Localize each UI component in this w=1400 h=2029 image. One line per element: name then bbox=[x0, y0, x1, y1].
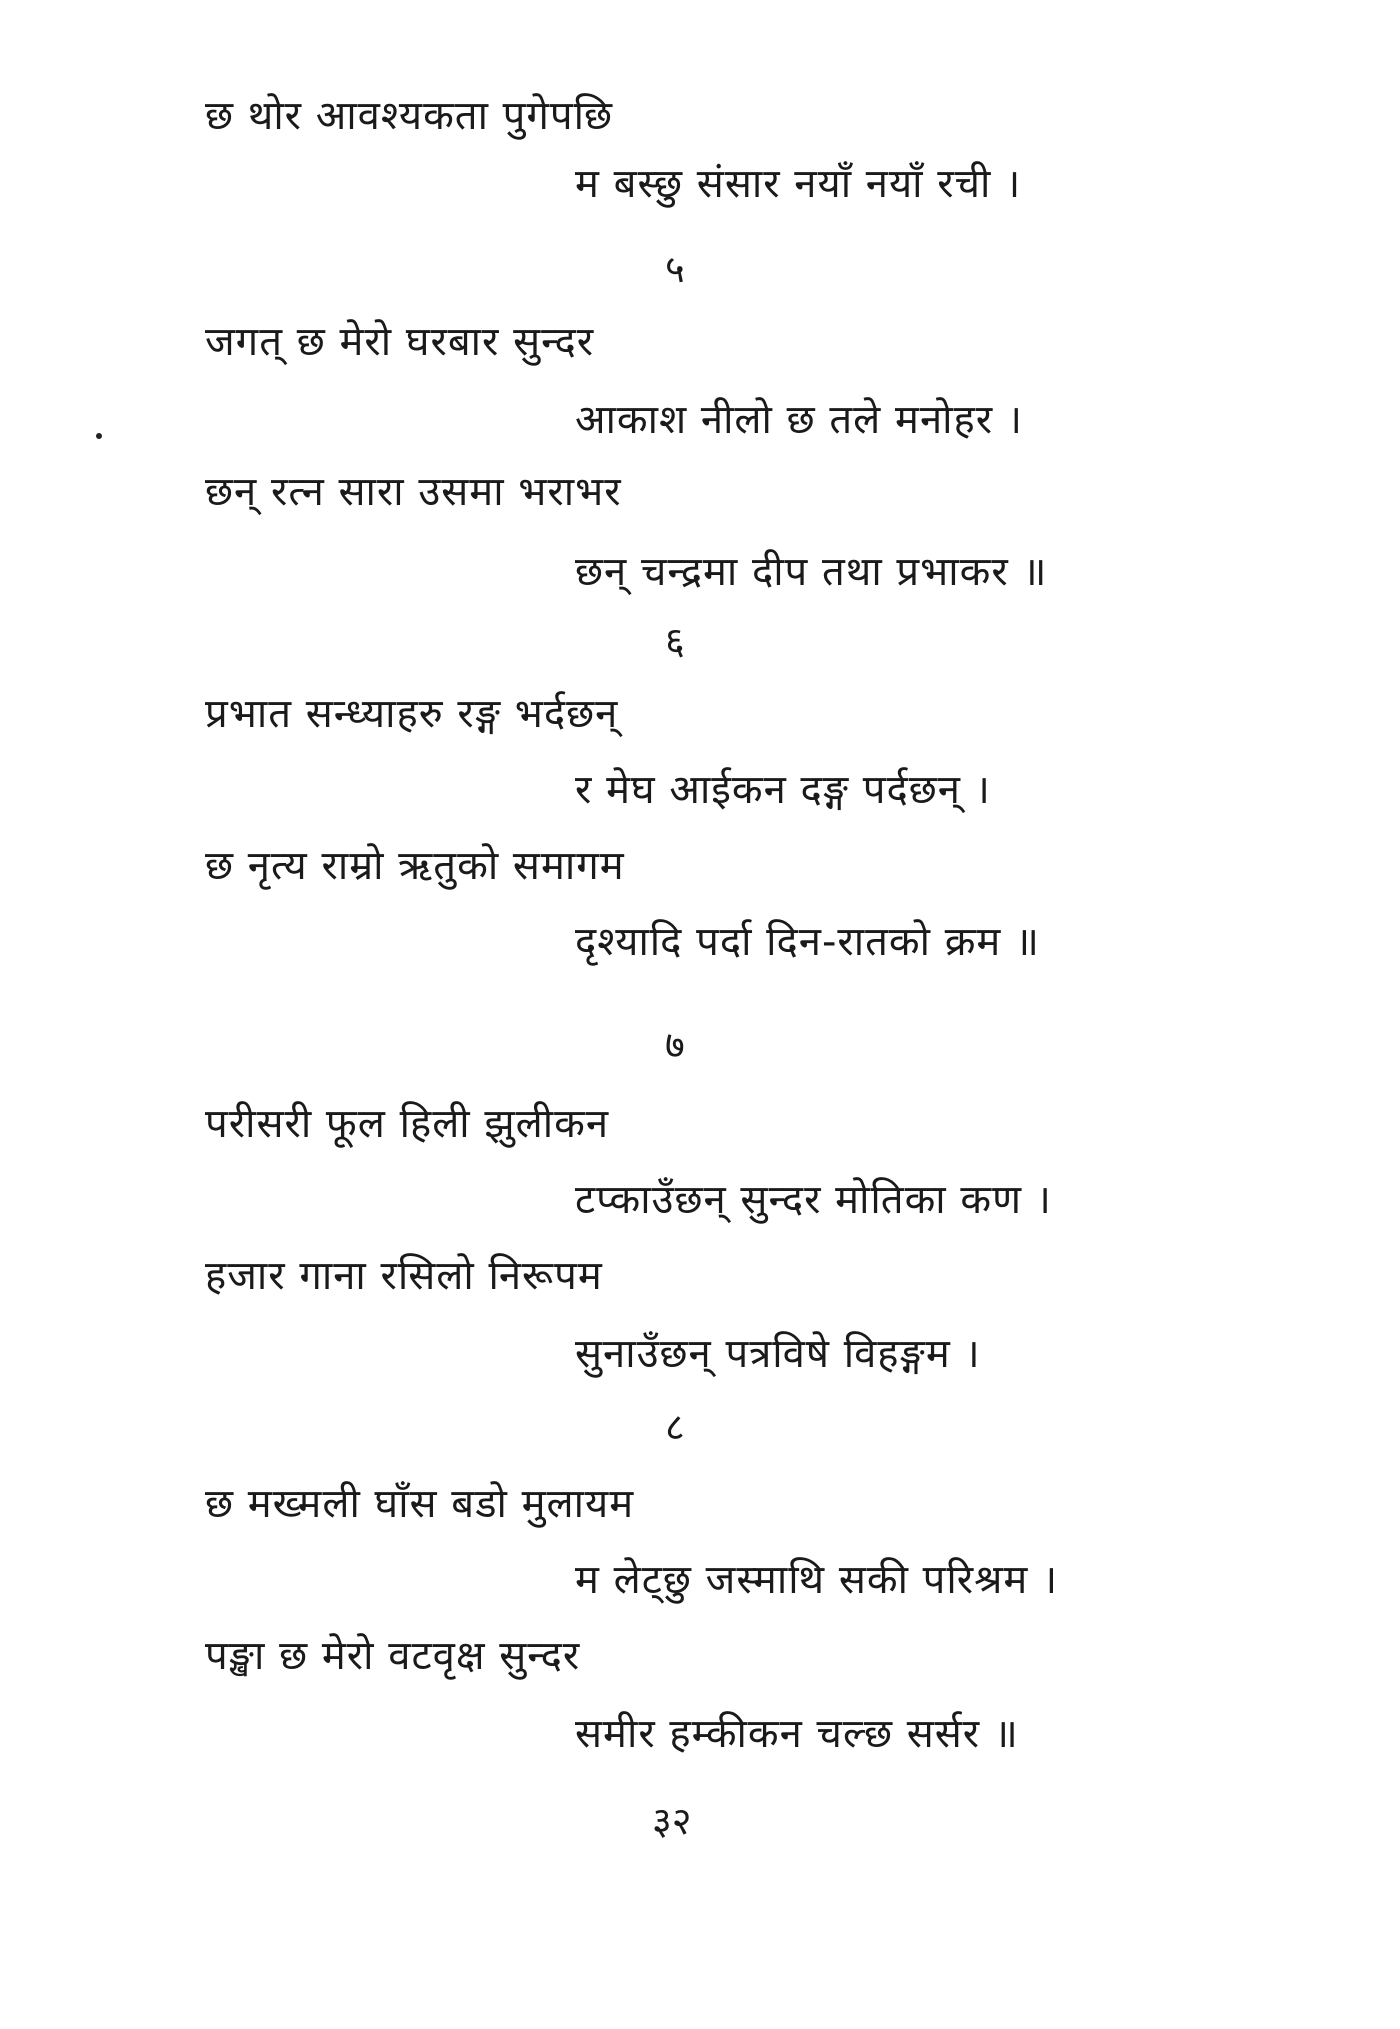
verse-line: पङ्खा छ मेरो वटवृक्ष सुन्दर bbox=[205, 1633, 581, 1679]
stanza-number: ७ bbox=[665, 1023, 685, 1067]
verse-line: छ थोर आवश्यकता पुगेपछि bbox=[205, 93, 614, 139]
verse-line: म लेट्छु जस्माथि सकी परिश्रम । bbox=[575, 1557, 1059, 1603]
verse-line: आकाश नीलो छ तले मनोहर । bbox=[575, 397, 1023, 443]
stanza-number: ८ bbox=[665, 1405, 685, 1449]
verse-line: समीर हम्कीकन चल्छ सर्सर ॥ bbox=[575, 1711, 1019, 1757]
verse-line: छ मख्मली घाँस बडो मुलायम bbox=[205, 1481, 635, 1527]
stanza-number: ५ bbox=[665, 247, 685, 291]
page-number: ३२ bbox=[652, 1799, 692, 1843]
verse-line: हजार गाना रसिलो निरूपम bbox=[205, 1253, 603, 1299]
verse-line: प्रभात सन्ध्याहरु रङ्ग भर्दछन् bbox=[205, 691, 619, 737]
verse-line: दृश्यादि पर्दा दिन-रातको क्रम ॥ bbox=[575, 919, 1041, 965]
verse-line: जगत् छ मेरो घरबार सुन्दर bbox=[205, 319, 595, 365]
verse-line: छ नृत्य राम्रो ऋतुको समागम bbox=[205, 843, 625, 889]
stanza-number: ६ bbox=[665, 619, 685, 663]
verse-line: छन् रत्न सारा उसमा भराभर bbox=[205, 469, 622, 515]
verse-line: छन् चन्द्रमा दीप तथा प्रभाकर ॥ bbox=[575, 549, 1048, 595]
verse-line: म बस्छु संसार नयाँ नयाँ रची । bbox=[575, 161, 1022, 207]
ink-speck bbox=[96, 433, 102, 439]
verse-line: टप्काउँछन् सुन्दर मोतिका कण । bbox=[575, 1177, 1052, 1223]
verse-line: परीसरी फूल हिली झुलीकन bbox=[205, 1101, 610, 1147]
verse-line: सुनाउँछन् पत्रविषे विहङ्गम । bbox=[575, 1331, 981, 1377]
verse-line: र मेघ आईकन दङ्ग पर्दछन् । bbox=[575, 767, 991, 813]
